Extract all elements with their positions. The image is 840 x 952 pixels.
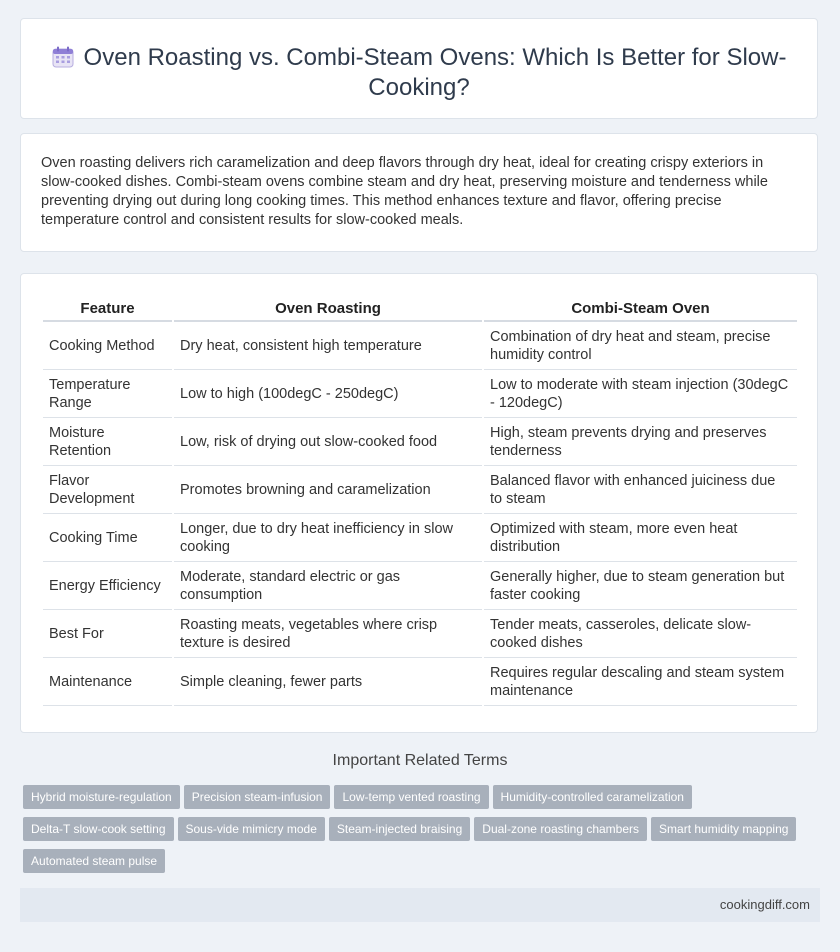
feature-cell: Best For — [43, 610, 172, 658]
oven-roasting-cell: Longer, due to dry heat inefficiency in slow cooking — [174, 514, 482, 562]
table-row — [43, 466, 797, 514]
combi-steam-cell: High, steam prevents drying and preserves tenderness — [484, 418, 797, 466]
calendar-icon — [52, 46, 74, 68]
oven-roasting-cell: Promotes browning and caramelization — [174, 466, 482, 514]
table-row — [43, 658, 797, 706]
related-term-tag[interactable]: Delta-T slow-cook setting — [23, 817, 174, 841]
related-terms-tags — [23, 785, 823, 881]
header-combi-steam: Combi-Steam Oven — [484, 296, 797, 322]
related-term-tag[interactable]: Humidity-controlled caramelization — [493, 785, 692, 809]
related-term-tag[interactable]: Sous-vide mimicry mode — [178, 817, 325, 841]
page-title-wrap — [21, 43, 817, 103]
feature-cell: Moisture Retention — [43, 418, 172, 466]
oven-roasting-cell: Low, risk of drying out slow-cooked food — [174, 418, 482, 466]
header-feature: Feature — [43, 296, 172, 322]
feature-cell: Maintenance — [43, 658, 172, 706]
feature-cell: Cooking Time — [43, 514, 172, 562]
combi-steam-cell: Tender meats, casseroles, delicate slow-cooked dishes — [484, 610, 797, 658]
related-term-tag[interactable]: Dual-zone roasting chambers — [474, 817, 647, 841]
intro-card — [20, 133, 818, 252]
related-term-tag[interactable]: Smart humidity mapping — [651, 817, 796, 841]
oven-roasting-cell: Roasting meats, vegetables where crisp texture is desired — [174, 610, 482, 658]
related-term-tag[interactable]: Precision steam-infusion — [184, 785, 331, 809]
oven-roasting-cell: Simple cleaning, fewer parts — [174, 658, 482, 706]
combi-steam-cell: Low to moderate with steam injection (30degC - 120degC) — [484, 370, 797, 418]
title-card — [20, 18, 818, 119]
table-row — [43, 418, 797, 466]
page-title: Oven Roasting vs. Combi-Steam Ovens: Which Is Better for Slow-Cooking? — [83, 44, 787, 101]
combi-steam-cell: Balanced flavor with enhanced juiciness due to steam — [484, 466, 797, 514]
oven-roasting-cell: Dry heat, consistent high temperature — [174, 322, 482, 370]
footer — [20, 888, 820, 922]
oven-roasting-cell: Moderate, standard electric or gas consumption — [174, 562, 482, 610]
comparison-card — [20, 273, 818, 733]
table-header-row — [43, 296, 797, 322]
comparison-table — [41, 296, 799, 706]
combi-steam-cell: Optimized with steam, more even heat distribution — [484, 514, 797, 562]
table-row — [43, 322, 797, 370]
combi-steam-cell: Generally higher, due to steam generation but faster cooking — [484, 562, 797, 610]
related-term-tag[interactable]: Low-temp vented roasting — [334, 785, 488, 809]
related-term-tag[interactable]: Hybrid moisture-regulation — [23, 785, 180, 809]
table-row — [43, 514, 797, 562]
table-row — [43, 370, 797, 418]
header-oven-roasting: Oven Roasting — [174, 296, 482, 322]
related-term-tag[interactable]: Steam-injected braising — [329, 817, 470, 841]
related-terms-heading: Important Related Terms — [332, 752, 508, 769]
feature-cell: Temperature Range — [43, 370, 172, 418]
related-term-tag[interactable]: Automated steam pulse — [23, 849, 165, 873]
feature-cell: Flavor Development — [43, 466, 172, 514]
feature-cell: Energy Efficiency — [43, 562, 172, 610]
table-row — [43, 610, 797, 658]
footer-site[interactable]: cookingdiff.com — [719, 897, 810, 912]
intro-paragraph: Oven roasting delivers rich caramelization and deep flavors through dry heat, ideal for creating crispy exteriors in slow-cooked dishes. Combi-steam ovens combine steam and dry heat, preserving moisture and tenderness while preventing drying out during long cooking times. This method enhances texture and flavor, offering precise temperature control and consistent results for slow-cooked meals. — [41, 155, 768, 228]
combi-steam-cell: Combination of dry heat and steam, precise humidity control — [484, 322, 797, 370]
feature-cell: Cooking Method — [43, 322, 172, 370]
table-row — [43, 562, 797, 610]
combi-steam-cell: Requires regular descaling and steam system maintenance — [484, 658, 797, 706]
oven-roasting-cell: Low to high (100degC - 250degC) — [174, 370, 482, 418]
